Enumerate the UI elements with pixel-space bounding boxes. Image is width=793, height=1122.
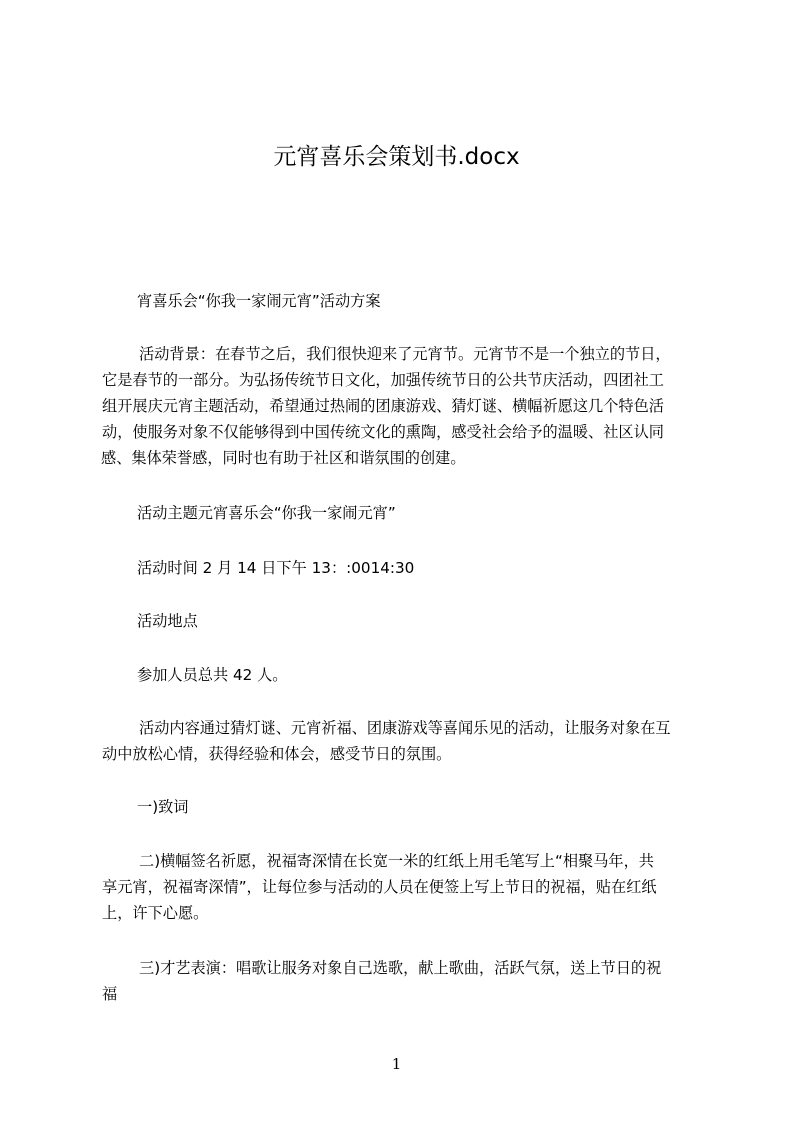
- content-line: 活动内容通过猜灯谜、元宵祈福、团康游戏等喜闻乐见的活动，让服务对象在互: [139, 719, 671, 737]
- background-line: 它是春节的一部分。为弘扬传统节日文化，加强传统节日的公共节庆活动，四团社工: [102, 371, 664, 389]
- item-2-line: 上，许下心愿。: [102, 904, 209, 922]
- background-line: 组开展庆元宵主题活动，希望通过热闹的团康游戏、猜灯谜、横幅祈愿这几个特色活: [102, 397, 664, 415]
- participants-text: 参加人员总共 42 人。: [137, 666, 288, 684]
- background-paragraph: [102, 341, 702, 471]
- background-line: 活动背景：在春节之后，我们很快迎来了元宵节。元宵节不是一个独立的节日，: [139, 345, 671, 363]
- background-line: 动，使服务对象不仅能够得到中国传统文化的熏陶，感受社会给予的温暖、社区认同: [102, 423, 664, 441]
- plan-heading-text: 宵喜乐会“你我一家闹元宵”活动方案: [137, 292, 381, 310]
- item-2-paragraph: [102, 848, 702, 926]
- item-3-line: 三)才艺表演：唱歌让服务对象自己选歌，献上歌曲，活跃气氛，送上节日的祝: [139, 959, 662, 977]
- background-line: 感、集体荣誉感，同时也有助于社区和谐氛围的创建。: [101, 449, 466, 467]
- content-paragraph: [102, 715, 702, 767]
- content-line: 动中放松心情，获得经验和体会，感受节日的氛围。: [102, 745, 452, 763]
- plan-heading: [102, 288, 702, 314]
- document-title: 元宵喜乐会策划书.docx: [273, 144, 520, 170]
- theme-text: 活动主题元宵喜乐会“你我一家闹元宵”: [137, 504, 396, 522]
- item-3-line: 福: [102, 985, 118, 1003]
- item-3-paragraph: [102, 955, 702, 1007]
- item-1-paragraph: [102, 794, 702, 820]
- item-2-line: 二)横幅签名祈愿，祝福寄深情在长宽一米的红纸上用毛笔写上“相聚马年，共: [139, 852, 654, 870]
- item-1-text: 一)致词: [137, 798, 189, 816]
- time-paragraph: [102, 555, 702, 581]
- theme-paragraph: [102, 500, 702, 526]
- location-text: 活动地点: [137, 612, 198, 630]
- location-paragraph: [102, 608, 702, 634]
- time-text: 活动时间 2 月 14 日下午 13：:0014:30: [137, 559, 415, 577]
- item-2-line: 享元宵，祝福寄深情”，让每位参与活动的人员在便签上写上节日的祝福，贴在红纸: [102, 878, 657, 896]
- page-number: 1: [391, 1055, 402, 1073]
- participants-paragraph: [102, 662, 702, 688]
